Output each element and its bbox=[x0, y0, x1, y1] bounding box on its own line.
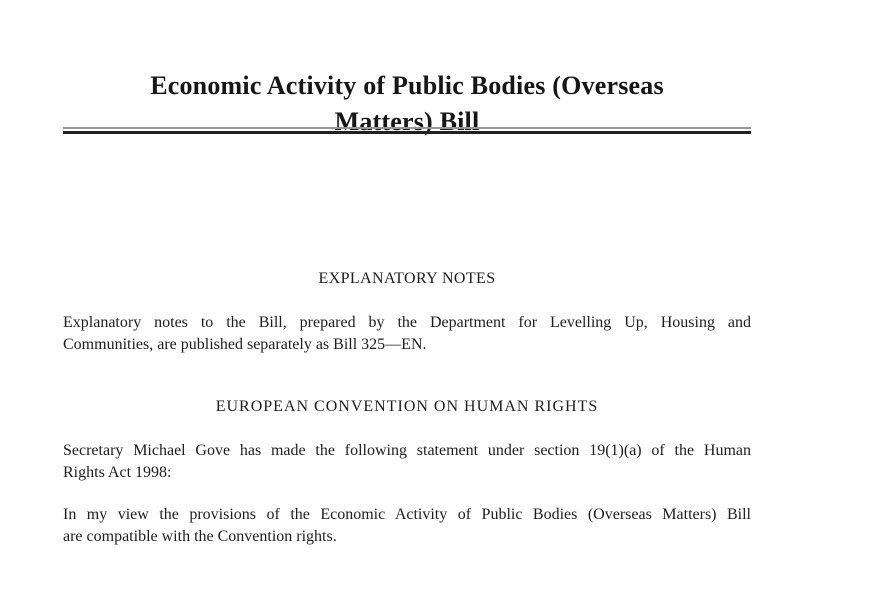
echr-heading: EUROPEAN CONVENTION ON HUMAN RIGHTS bbox=[215, 398, 599, 415]
section19-statement-line2: Rights Act 1998: bbox=[63, 464, 172, 481]
compatibility-statement-line2: are compatible with the Convention rights. bbox=[63, 528, 337, 545]
section19-statement-line1: Secretary Michael Gove has made the following statement under section 19(1)(a) of the Human bbox=[63, 442, 751, 459]
explanatory-notes-heading: EXPLANATORY NOTES bbox=[318, 270, 496, 287]
bill-title-line2: Matters) Bill bbox=[334, 107, 480, 137]
title-double-rule bbox=[63, 127, 751, 134]
bill-title-line1: Economic Activity of Public Bodies (Overseas bbox=[150, 71, 664, 101]
compatibility-statement-line1: In my view the provisions of the Economic Activity of Public Bodies (Overseas Matters) Bill bbox=[63, 506, 751, 523]
compatibility-statement-paragraph bbox=[63, 504, 751, 548]
explanatory-notes-line1: Explanatory notes to the Bill, prepared by the Department for Levelling Up, Housing and bbox=[63, 314, 751, 331]
explanatory-notes-paragraph bbox=[63, 312, 751, 356]
explanatory-notes-line2: Communities, are published separately as Bill 325—EN. bbox=[63, 336, 427, 353]
section19-statement-paragraph bbox=[63, 440, 751, 484]
